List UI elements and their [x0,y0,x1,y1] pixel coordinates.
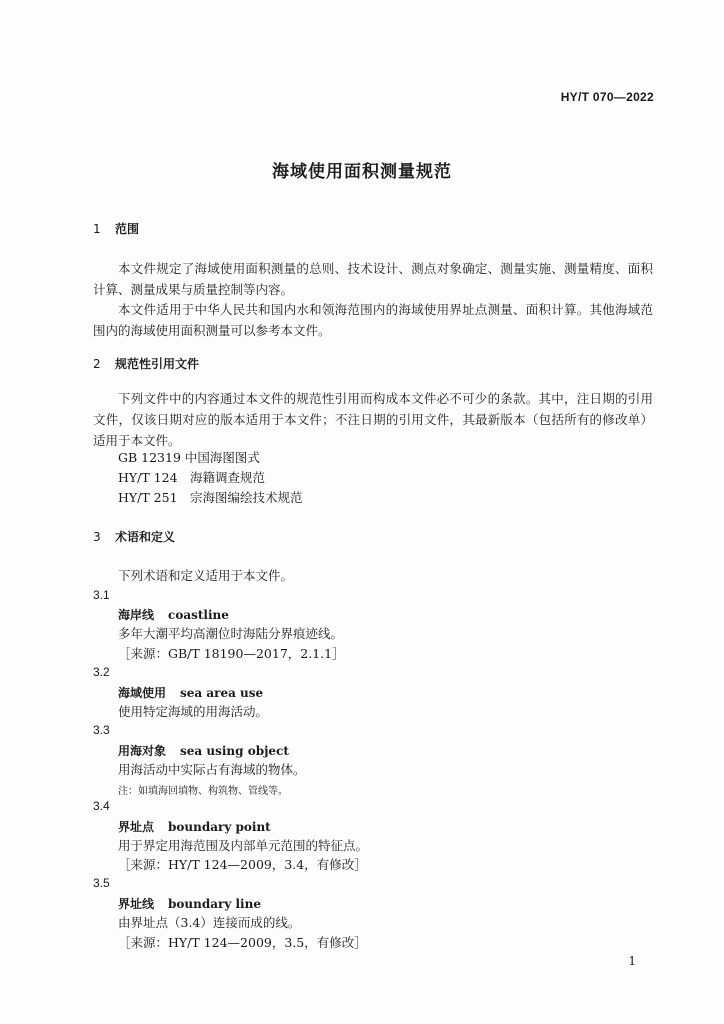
term-number: 3.1 [93,588,110,602]
term-number: 3.5 [93,876,110,890]
section-3-intro: 下列术语和定义适用于本文件。 [118,568,294,583]
section-number: 1 [93,222,101,236]
term-chinese: 海域使用 [118,686,167,700]
term-number: 3.4 [93,799,110,813]
term-english: coastline [168,608,229,622]
term-definition: 多年大潮平均高潮位时海陆分界痕迹线。 [118,626,344,641]
term-heading [118,684,263,701]
reference-item: HY/T 124 海籍调查规范 [118,470,266,485]
term-source: ［来源：HY/T 124—2009，3.5，有修改］ [118,935,367,950]
term-heading [118,606,229,623]
term-chinese: 海岸线 [118,608,155,622]
term-chinese: 界址线 [118,897,155,911]
term-heading [118,895,261,912]
reference-item: HY/T 251 宗海图编绘技术规范 [118,490,303,505]
term-english: boundary line [168,897,261,911]
section-1-heading [93,220,139,237]
term-definition: 用于界定用海范围及内部单元范围的特征点。 [118,838,369,853]
term-english: sea area use [180,686,264,700]
section-3-heading [93,528,175,545]
term-source: ［来源：GB/T 18190—2017，2.1.1］ [118,646,345,661]
section-2-heading [93,355,199,372]
section-1-paragraph-2: 本文件适用于中华人民共和国内水和领海范围内的海域使用界址点测量、面积计算。其他海域范围内的海域使用面积测量可以参考本文件。 [93,302,653,338]
term-note: 注：如填海回填物、构筑物、管线等。 [118,786,288,797]
section-number: 2 [93,357,101,371]
section-title: 范围 [115,222,140,236]
term-english: sea using object [180,744,289,758]
term-number: 3.2 [93,665,110,679]
reference-item: GB 12319 中国海图图式 [118,450,260,465]
page-number: 1 [628,954,636,968]
section-number: 3 [93,530,101,544]
term-heading [118,818,271,835]
term-number: 3.3 [93,723,110,737]
term-chinese: 界址点 [118,820,155,834]
section-title: 规范性引用文件 [115,357,200,371]
term-chinese: 用海对象 [118,744,167,758]
document-title: 海域使用面积测量规范 [272,162,452,182]
term-definition: 由界址点（3.4）连接而成的线。 [118,915,301,930]
section-2-intro: 下列文件中的内容通过本文件的规范性引用而构成本文件必不可少的条款。其中，注日期的引用文件，仅该日期对应的版本适用于本文件；不注日期的引用文件，其最新版本（包括所有的修改单）适用于本文件。 [93,391,653,448]
section-title: 术语和定义 [115,530,176,544]
standard-code: HY/T 070—2022 [560,90,654,104]
term-definition: 用海活动中实际占有海域的物体。 [118,762,306,777]
term-source: ［来源：HY/T 124—2009，3.4，有修改］ [118,857,367,872]
section-1-paragraph-1: 本文件规定了海域使用面积测量的总则、技术设计、测点对象确定、测量实施、测量精度、面积计算、测量成果与质量控制等内容。 [93,261,653,297]
term-definition: 使用特定海域的用海活动。 [118,704,269,719]
term-heading [118,742,289,759]
term-english: boundary point [168,820,271,834]
